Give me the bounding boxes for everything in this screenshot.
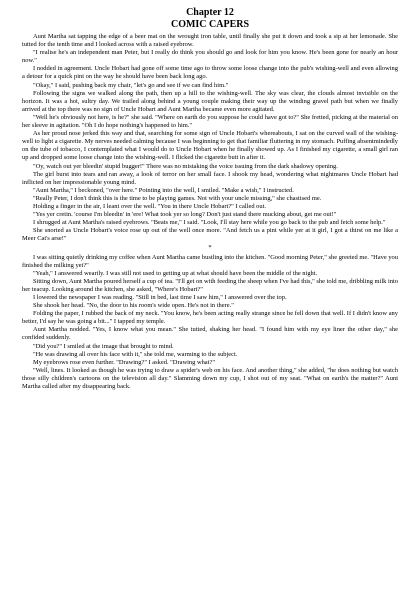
paragraph: Aunt Martha sat tapping the edge of a beer mat on the wrought iron table, until finally she put it down and took a sip at her lemonade. She tutted for the tenth time and I looked across with a raised eyebrow. (22, 33, 398, 49)
chapter-body (22, 33, 398, 391)
paragraph: "Yes yer cretin. 'course I'm bleedin' in 'ere! What took yer so long? Don't just stand there mucking about, get me out!" (33, 211, 337, 219)
paragraph: The girl burst into tears and ran away, a look of terror on her small face. I shook my head, wondering what nightmares Uncle Hobart had inflicted on her impressionable young mind. (22, 170, 398, 186)
paragraph: She shook her head. "No, the door to his room's wide open. He's not in there." (33, 302, 234, 310)
paragraph: I shrugged at Aunt Martha's raised eyebrows. "Beats me," I said. "Look, I'll stay here while you go back to the pub and fetch some help." (33, 219, 386, 227)
paragraph: She snorted as Uncle Hobart's voice rose up out of the well once more. "And fetch us a pint while yer at it girl, I got a thirst on me like a Meer Cat's arse!" (22, 227, 398, 243)
paragraph: I lowered the newspaper I was reading. "Still in bed, last time I saw him," I answered over the top. (33, 294, 287, 301)
paragraph: I was sitting quietly drinking my coffee when Aunt Martha came bustling into the kitchen. "Good morning Peter," she greeted me. "Have you finished the milking yet?" (22, 253, 398, 269)
chapter-number: Chapter 12 (186, 7, 234, 18)
paragraph: "Well he's obviously not here, is he?" she said. "Where on earth do you suppose he could have got to?" She fretted, picking at the material on her sleeve in agitation. "Oh I do hope nothing's happened to him." (22, 113, 398, 130)
paragraph: "Okay," I said, pushing back my chair, "let's go and see if we can find him." (33, 81, 229, 89)
paragraph: Aunt Martha nodded. "Yes, I know what you mean." She tutted, shaking her head. "I found him with my eye liner the other day," she confided suddenly. (22, 326, 398, 342)
paragraph: Holding a finger in the air, I leant over the well. "You in there Uncle Hobart?" I called out. (33, 202, 266, 210)
paragraph: "Yeah," I answered wearily. I was still not used to getting up at what should have been the middle of the night. (33, 269, 318, 277)
section-separator: * (208, 244, 212, 252)
paragraph: As her proud nose jerked this way and that, searching for some sign of Uncle Hobart's whereabouts, I sat on the curved wall of the wishing-well to light a cigarette. My nerves needed calming because I was beginning to get that familiar fluttering in my stomach. Puffing absentmindedly on the tube of tobacco, I contemplated what I would do to Uncle Hobart when he finally showed up. As I finished my cigarette, a small girl ran up and dropped some loose change into the wishing-well. I flicked the cigarette butt in after it. (22, 130, 399, 162)
paragraph: "Really Peter, I don't think this is the time to be playing games. Not with your uncle missing," she chastised me. (33, 194, 322, 202)
paragraph: Folding the paper, I rubbed the back of my neck. "You know, he's been acting really strange since he fell down that well. If I didn't know any better, I'd say he was going a bit..." I tapped my temple. (22, 310, 398, 326)
paragraph: "I realise he's an independent man Peter, but I really do think you should go and look for him you know. He's been gone for nearly an hour now." (22, 49, 398, 65)
paragraph: My eyebrows rose even further. "Drawing?" I asked. "Drawing what?" (33, 358, 215, 366)
paragraph: "Oy, watch out yer bleedin' stupid bugger!" There was no mistaking the voice issuing from the dark shadowy opening. (33, 162, 338, 170)
chapter-title: COMIC CAPERS (170, 19, 250, 30)
paragraph: "He was drawing all over his face with it," she told me, warming to the subject. (33, 350, 238, 358)
paragraph: "Did you?" I smiled at the image that brought to mind. (33, 342, 174, 350)
paragraph: I nodded in agreement. Uncle Hobart had gone off some time ago to throw some loose change into the pub's wishing-well and even allowing a detour for a quick pint on the way he should have been back long ago. (22, 65, 398, 81)
paragraph: Following the signs we walked along the path, then up a hill to the wishing-well. The sky was clear, the clouds almost invisible on the horizon. It was a hot, sultry day. We trailed along behind a young couple making their way up the winding gravel path but when we finally arrived at the top there was no sign of Uncle Hobart and Aunt Martha became even more agitated. (22, 89, 398, 113)
paragraph: "Well, lines. It looked as though he was trying to draw a spider's web on his face. And another thing," she added, "he does nothing but watch those silly children's cartoons on the television all day." Slamming down my cup, I shot out of my seat. "What on earth's the matter?" Aunt Martha called after my disappearing back. (22, 366, 398, 391)
paragraph: "Aunt Martha," I beckoned, "over here." Pointing into the well, I smiled. "Make a wish," I instructed. (33, 186, 294, 194)
paragraph: Sitting down, Aunt Martha poured herself a cup of tea. "I'll get on with feeding the sheep when I've had this," she told me, dribbling milk into her teacup. Looking around the kitchen, she asked, "Where's Hobart?" (22, 277, 398, 293)
